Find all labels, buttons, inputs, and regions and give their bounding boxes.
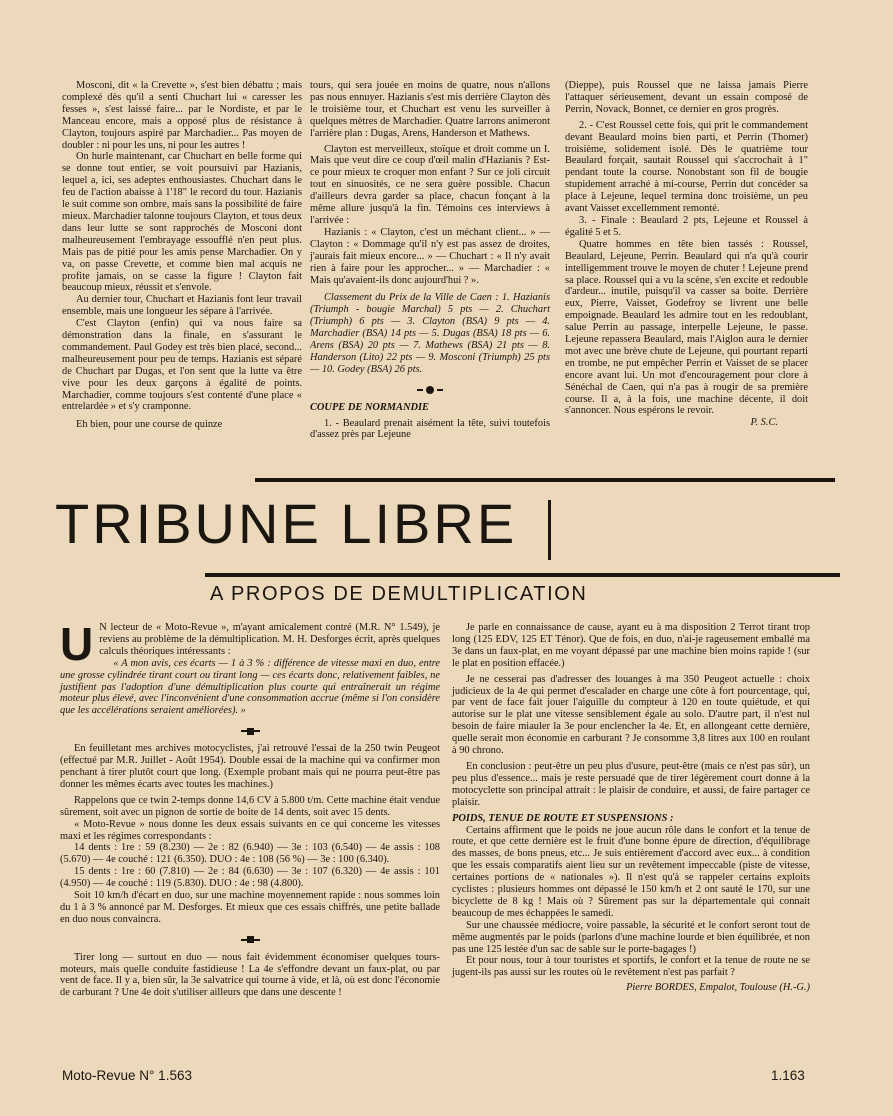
paragraph: « Moto-Revue » nous donne les deux essais suivants en ce qui concerne les vitesses maxi et les régimes correspondants : bbox=[60, 818, 440, 842]
bottom-column-2 bbox=[452, 622, 810, 994]
paragraph: On hurle maintenant, car Chuchart en belle forme qui se donne tout entier, se voit poursuivi par Hazianis, lequel a, ici, ses adeptes enthousiastes. Chuchart dans le feu de l'action abaisse à 1'18" le record du tour. Hazianis le suit comme son ombre, mais sans la possibilité de faire mieux. Marchadier talonne toujours Clayton, et tous deux dans leur lutte se sont rapprochés de Mosconi dont malheureusement l'embrayage essoufflé n'en peut plus. Mais pas de pitié pour les amis pense Marchadier. On y va, on passe Crevette, et comme bien mal acquis ne profite jamais, on se casse la figure ! Clayton fait beaucoup mieux, réussit et s'envole. bbox=[62, 151, 302, 294]
paragraph: Eh bien, pour une course de quinze bbox=[76, 419, 223, 431]
paragraph: Quatre hommes en tête bien tassés : Roussel, Beaulard, Lejeune, Perrin. Beaulard qui n'a qu'à courir intelligemment trouve le moyen de chuter ! Lejeune prend sa place. Roussel qui a vu la scène, s'en excite et redouble d'ardeur... inutile, puisqu'il va casser sa boite. Derrière eux, Pierre, Vaisset, Godefroy se livrent une belle empoignade. Beaulard les admire tout en les redoublant, salue Perrin au passage, interpelle Lejeune, le passe. Lejeune repassera Beaulard, mais l'Aiglon aura le dernier mot avec une brève chute de Lejeune, qui pourtant reparti en trombe, ne put empêcher Perrin et Vaisset de se placer encore avant lui. Un mot d'encouragement pour clore à Sénéchal de Caen, qui n'a pas à rougir de sa première course. Il a, à la fois, une machine décente, il doit s'annoncer. Nous espérons le revoir. bbox=[565, 238, 808, 417]
section-title: TRIBUNE LIBRE bbox=[55, 492, 518, 555]
author-signature: P. S.C. bbox=[750, 417, 778, 429]
paragraph: C'est Clayton (enfin) qui va nous faire sa démonstration dans la finale, en s'assurant le commandement. Paul Godey est très bien placé, second... malheureusement pour peu de temps. Hazianis est séparé de Chuchart par Dugas, et l'on sent que la lutte va être vive pour les deux garçons à égalité de points. Marchadier, comme toujours s'est contenté d'une place « entrelardée » et s'y cramponne. bbox=[62, 318, 302, 413]
header-rule-top bbox=[255, 478, 835, 482]
subheading-coupe-de-normandie: COUPE DE NORMANDIE bbox=[310, 401, 429, 413]
paragraph: Rappelons que ce twin 2-temps donne 14,6 CV à 5.800 t/m. Cette machine était vendue sûrement, soit avec un pignon de sortie de boite de 14 dents, soit avec 15 dents. bbox=[60, 794, 440, 818]
paragraph: Soit 10 km/h d'écart en duo, sur une machine moyennement rapide : nous sommes loin du 1 à 3 % annoncé par M. Desforges. Et mieux que ces essais chiffrés, une petite ballade en duo nous convaincra. bbox=[60, 890, 440, 925]
top-column-2 bbox=[310, 80, 550, 441]
header-rule-bottom bbox=[205, 573, 840, 577]
paragraph: Hazianis : « Clayton, c'est un méchant client... » — Clayton : « Dommage qu'il n'y est pas assez de droites, j'aurais fait mieux encore... » — Chuchart : « Il n'y avait rien à faire pour les approcher... » — Marchadier : « Mais qu'avaient-ils donc aujourd'hui ? ». bbox=[310, 226, 550, 286]
paragraph: 3. - Finale : Beaulard 2 pts, Lejeune et Roussel à égalité 5 et 5. bbox=[565, 214, 808, 238]
footer-page-number: 1.163 bbox=[771, 1068, 805, 1083]
paragraph: Sur une chaussée médiocre, voire passable, la sécurité et le confort seront tout de même augmentés par le poids (parlons d'une machine lourde et bien équilibrée, et non pas une 125 lestée d'un sac de sable sur le porte-bagages !) bbox=[452, 919, 810, 955]
paragraph: Au dernier tour, Chuchart et Hazianis font leur travail ensemble, mais une longueur les sépare à l'arrivée. bbox=[62, 294, 302, 318]
paragraph: (Dieppe), puis Roussel que ne laissa jamais Pierre l'attaquer sérieusement, devant un essain composé de Perrin, Novack, Bonnet, ce dernier en gros progrès. bbox=[565, 80, 808, 115]
paragraph: Clayton est merveilleux, stoïque et droit comme un I. Mais que veut dire ce coup d'œil malin d'Hazianis ? Est-ce pour mieux te croquer mon enfant ? Sur ce joli circuit tout en sinuosités, ce ne sera guère possible. Chacun d'ailleurs devra garder sa place, chacun fonçant à la même allure jusqu'à la fin. Témoins ces interviews à l'arrivée : bbox=[310, 143, 550, 226]
top-column-3 bbox=[565, 80, 808, 429]
paragraph: tours, qui sera jouée en moins de quatre, nous n'allons pas nous ennuyer. Hazianis s'est mis derrière Clayton dès le troisième tour, et Chuchart est venu les surveiller à quelques mètres de Marchadier. Quatre larrons animeront l'arrière plan : Dugas, Arens, Handerson et Mathews. bbox=[310, 80, 550, 139]
paragraph: 1. - Beaulard prenait aisément la tête, suivi toutefois d'assez près par Lejeune bbox=[310, 417, 550, 441]
top-column-1 bbox=[62, 80, 302, 431]
author-signature: Pierre BORDES, Empalot, Toulouse (H.-G.) bbox=[626, 982, 810, 994]
paragraph: En feuilletant mes archives motocyclistes, j'ai retrouvé l'essai de la 250 twin Peugeot (effectué par M.R. Juillet - Août 1954). Double essai de la machine qui va confirmer mon penchant à tirer plutôt court que long. (Exemple probant mais qui ne pourra peut-être pas donner les mêmes écarts avec toutes les machines.) bbox=[60, 743, 440, 790]
paragraph: 14 dents : 1re : 59 (8.230) — 2e : 82 (6.940) — 3e : 103 (6.540) — 4e assis : 108 (5.670) — 4e couché : 121 (6.350). DUO : 4e : 108 (56 %) — 3e : 100 (6.340). bbox=[60, 842, 440, 866]
paragraph: Mosconi, dit « la Crevette », s'est bien débattu ; mais complexé dès qu'il a senti Chuchart lui « caresser les fesses », s'est laissé faire... par le Nordiste, et par le Manceau encore, mais a opposé plus de résistance à Clayton, toujours aspiré par Marchadier... Pas moyen de doubler : ni pour les uns, ni pour les autres ! bbox=[62, 80, 302, 151]
section-subtitle: A PROPOS DE DEMULTIPLICATION bbox=[210, 583, 588, 605]
paragraph: Je parle en connaissance de cause, ayant eu à ma disposition 2 Terrot tirant trop long (125 EDV, 125 ET Ténor). Que de fois, en duo, n'ai-je rageusement emballé ma 3e dans un faux-plat, en me voyant dépassé par une machine bien moins rapide ! (sur le plat en position effacée.) bbox=[452, 622, 810, 669]
paragraph: Je ne cesserai pas d'adresser des louanges à ma 350 Peugeot actuelle : choix judicieux de la 4e qui permet d'escalader en charge une côte à fort pourcentage, qui, par vent de face fait jouer l'aiguille du compteur à 120 en toute quiétude, et qui autorise sur le plat une vitesse sensiblement égale au solo. D'autre part, il n'est nul besoin de faire miauler la 3e pour enclencher la 4e. Et, en allongeant cette dernière, quelle serait mon économie en carburant ? Je consomme 3,8 litres aux 100 en roulant à 90 chrono. bbox=[452, 673, 810, 757]
section-separator bbox=[60, 934, 440, 946]
paragraph: Certains affirment que le poids ne joue aucun rôle dans le confort et la tenue de route, et que cette dernière est le fruit d'une bonne épure de direction, d'équilibrage des masses, de bons pneus, etc... Je suis entièrement d'accord avec eux... à condition que les essais comparatifs aient lieu sur un revêtement impeccable (piste de vitesse, certaines portions de « nationales »). Il n'est qu'à se rappeler certains exploits cyclistes : plusieurs hommes ont dépassé le 150 km/h et 2 ont sauté le 170, sur une bicyclette de 8 kg ! Mais où ? Sûrement pas sur la départementale qui connait beaucoup de mes échappées le samedi. bbox=[452, 824, 810, 919]
section-separator bbox=[60, 725, 440, 737]
paragraph: En conclusion : peut-être un peu plus d'usure, peut-être (mais ce n'est pas sûr), un peu plus d'essence... mais je reste persuadé que de tirer légèrement court donne à la motocyclette son principal attrait : le plaisir de conduire, et aussi, de faire partager ce plaisir. bbox=[452, 760, 810, 808]
intro-paragraph: U N lecteur de « Moto-Revue », m'ayant amicalement contré (M.R. N° 1.549), je reviens au problème de la démultiplication. M. H. Desforges écrit, après quelques calculs théoriques intéressants : bbox=[60, 618, 440, 670]
quote-paragraph: « A mon avis, ces écarts — 1 à 3 % : différence de vitesse maxi en duo, entre une grosse cylindrée tirant court ou tirant long — ces écarts donc, relativement faibles, ne justifient pas l'adoption d'une démultiplication plus courte qui entraînerait un régime moteur plus élevé, avec l'inconvénient d'une consommation accrue (même si l'on considère que les accélérations seraient améliorées). » bbox=[60, 657, 440, 717]
paragraph: 2. - C'est Roussel cette fois, qui prit le commandement devant Beaulard moins bien parti, et Perrin (Thomer) troisième, solidement isolé. Dès le quatrième tour Beaulard forçait, sautait Roussel qui s'accrochait à 1" pendant toute la course. Nonobstant son fil de bougie stupidement arraché à mi-course, Perrin dut concéder sa place à Lejeune, lequel termina donc troisième, un peu avant Vaisset excellemment remonté. bbox=[565, 119, 808, 215]
bottom-column-1 bbox=[60, 618, 440, 999]
paragraph: Tirer long — surtout en duo — nous fait évidemment économiser quelques tours-moteurs, mais quelle conduite fastidieuse ! La 4e s'effondre devant un faux-plat, ou par vent de face. Il y a, bien sûr, la 3e salvatrice qui tourne à vide, et là, où est donc l'économie de carburant ? Une 4e doit s'utiliser ailleurs que dans une descente ! bbox=[60, 951, 440, 999]
subheading-poids: POIDS, TENUE DE ROUTE ET SUSPENSIONS : bbox=[452, 812, 674, 824]
drop-cap: U bbox=[60, 618, 94, 670]
paragraph: 15 dents : 1re : 60 (7.810) — 2e : 84 (6.630) — 3e : 107 (6.320) — 4e assis : 101 (4.950) — 4e couché : 119 (5.830). DUO : 4e : 98 (4.800). bbox=[60, 866, 440, 890]
header-vertical-rule bbox=[548, 500, 551, 560]
footer-issue: Moto-Revue N° 1.563 bbox=[62, 1068, 192, 1083]
classement-paragraph: Classement du Prix de la Ville de Caen : 1. Hazianis (Triumph - bougie Marchal) 5 pts — 2. Chuchart (Triumph) 6 pts — 3. Clayton (BSA) 9 pts — 4. Marchadier (BSA) 14 pts — 5. Dugas (BSA) 18 pts — 6. Arens (BSA) 20 pts — 7. Mathews (BSA) 21 pts — 8. Handerson (Lito) 22 pts — 9. Mosconi (Triumph) 25 pts — 10. Godey (BSA) 26 pts. bbox=[310, 292, 550, 375]
paragraph: Et pour nous, tour à tour touristes et sportifs, le confort et la tenue de route ne se jugent-ils pas aussi sur les routes où le revêtement n'est pas parfait ? bbox=[452, 955, 810, 979]
section-separator bbox=[310, 384, 550, 396]
